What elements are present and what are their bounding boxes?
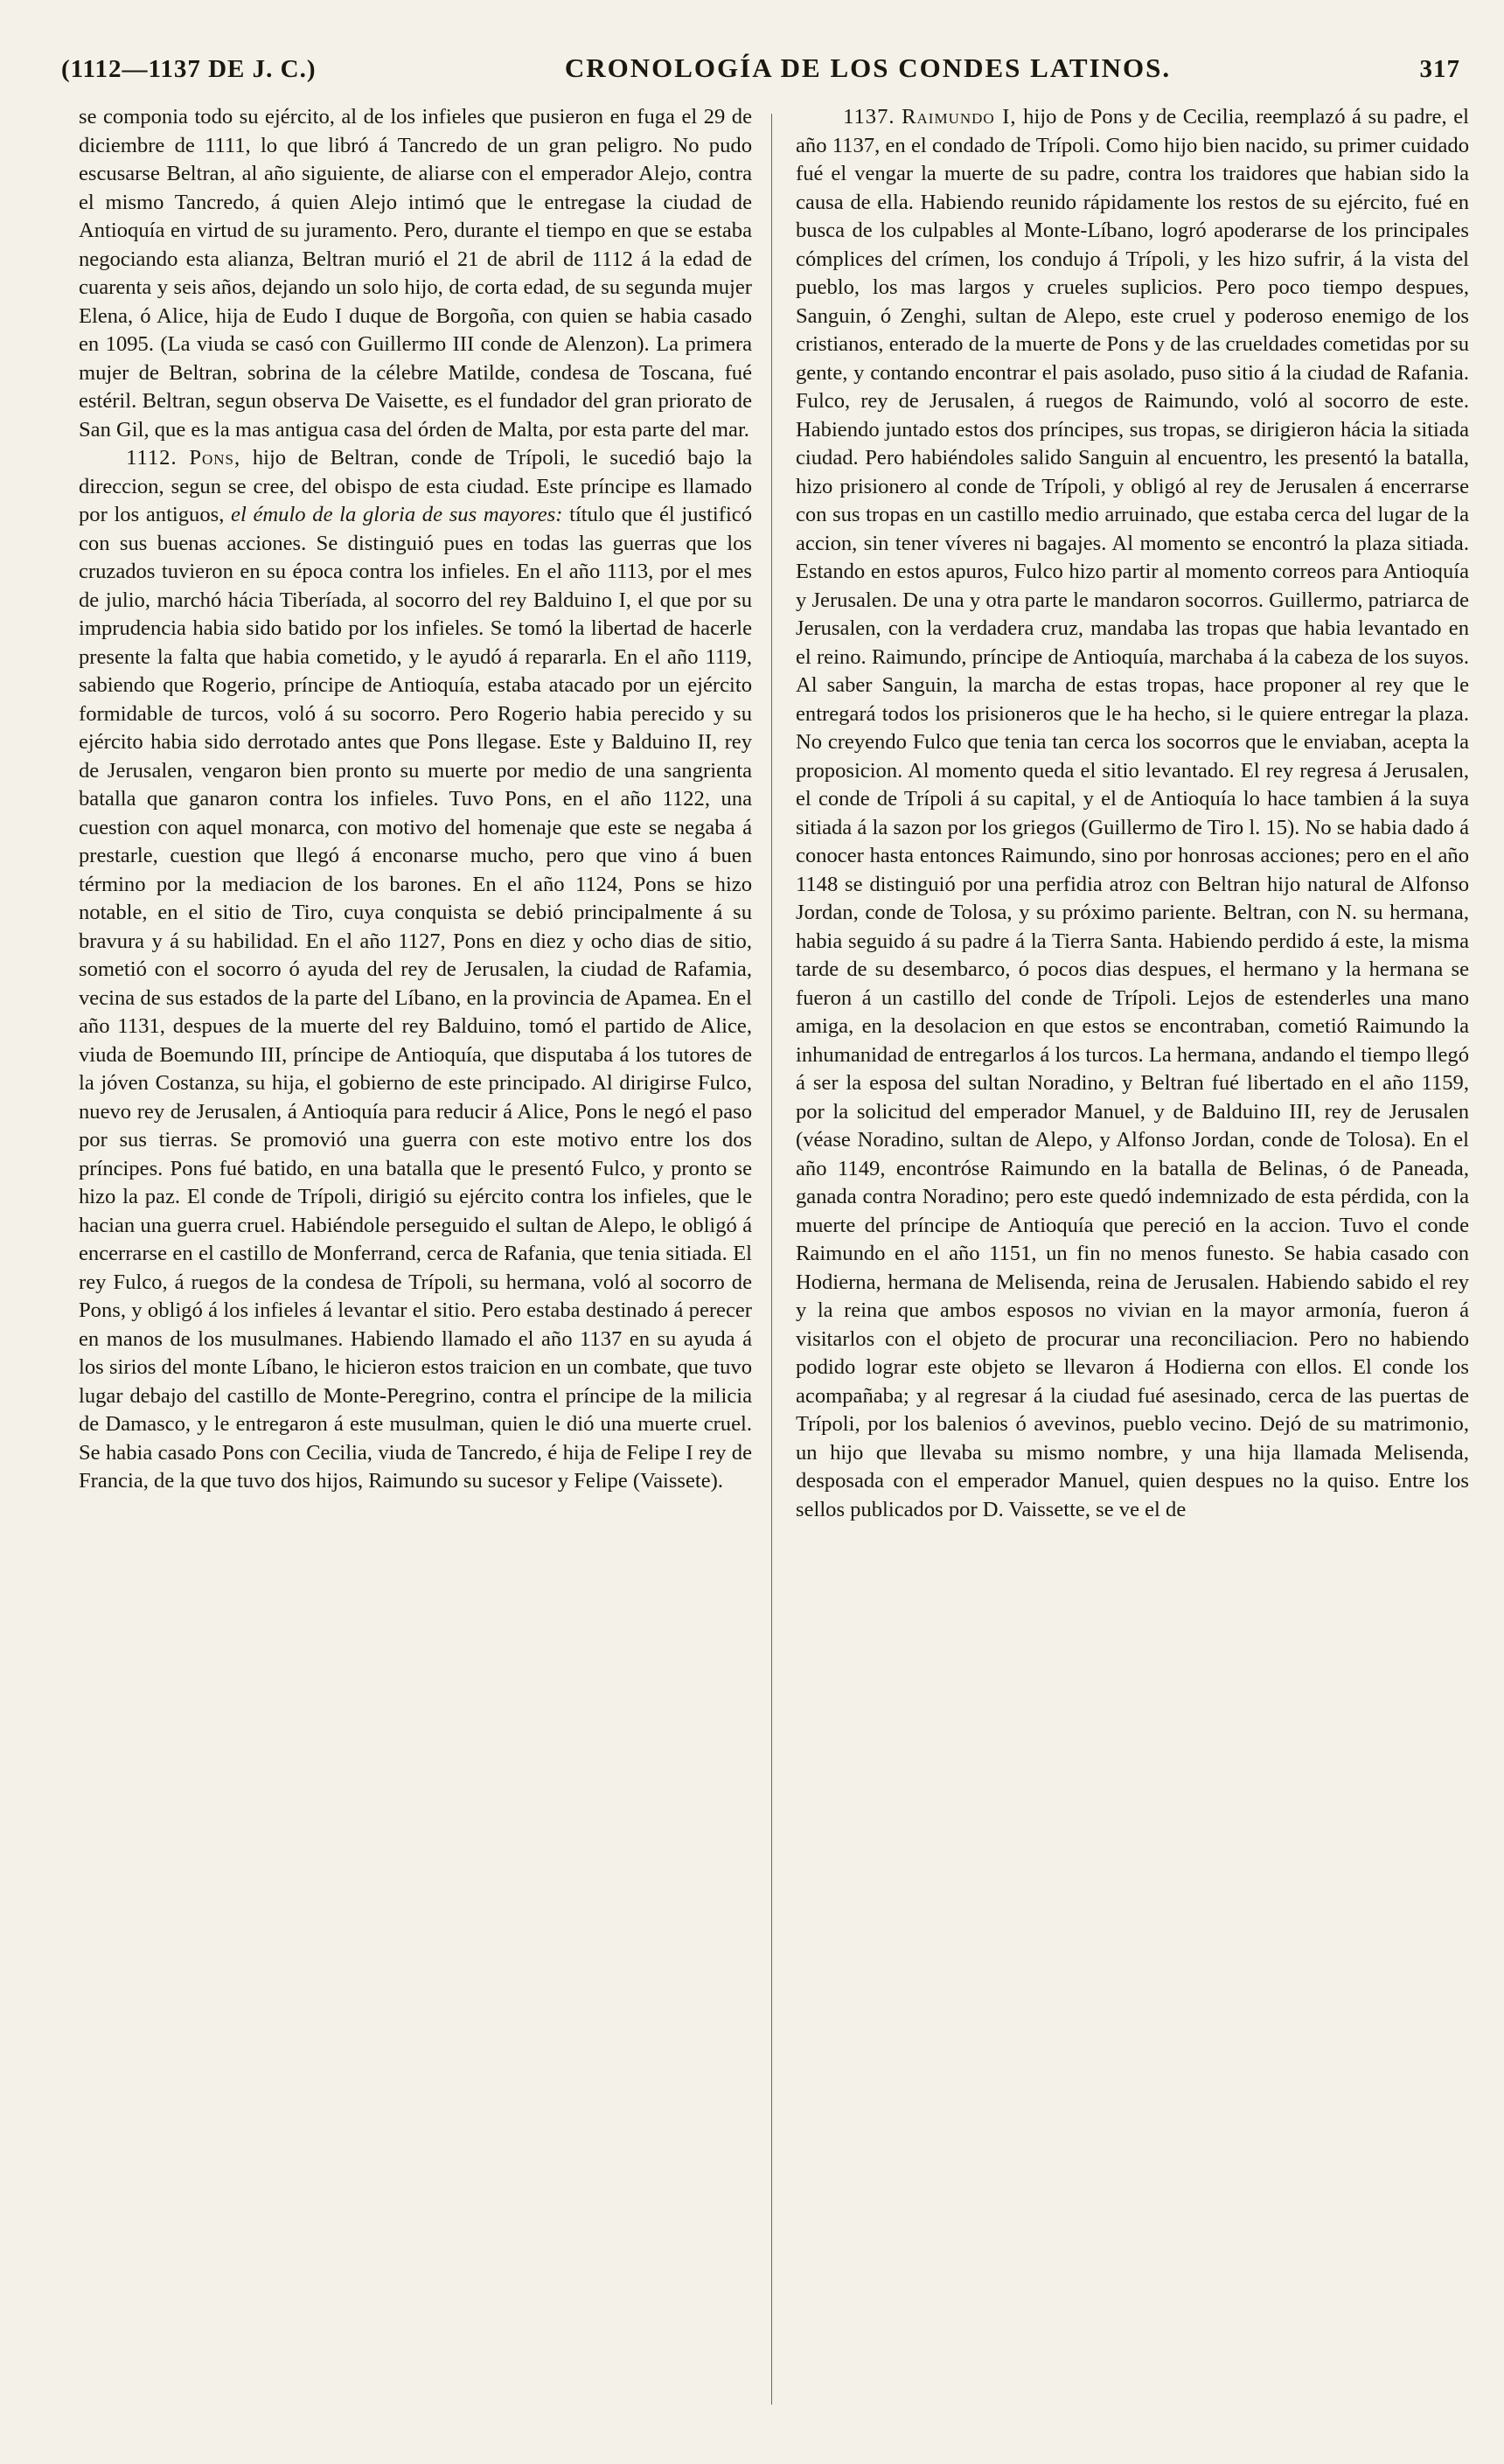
paragraph-beltran-end: se componia todo su ejército, al de los infieles que pusieron en fuga el 29 de diciembre de 1111, lo que libró á Tancredo de un gran peligro. No pudo escusarse Beltran, al año siguiente, de aliarse con el emperador Alejo, contra el mismo Tancredo, á quien Alejo intimó que le entregase la ciudad de Antioquía en virtud de su juramento. Pero, durante el tiempo en que se estaba negociando esta alianza, Beltran murió el 21 de abril de 1112 á la edad de cuarenta y seis años, dejando un solo hijo, de corta edad, de su segunda mujer Elena, ó Alice, hija de Eudo I duque de Borgoña, con quien se habia casado en 1095. (La viuda se casó con Guillermo III conde de Alenzon). La primera mujer de Beltran, sobrina de la célebre Matilde, condesa de Toscana, fué estéril. Beltran, segun observa De Vaisette, es el fundador del gran priorato de San Gil, que es la mas antigua casa del órden de Malta, por esta parte del mar. <box>79 105 752 442</box>
page-header <box>61 52 1460 101</box>
right-column <box>796 103 1469 2412</box>
paragraph-text: hijo de Pons y de Cecilia, reemplazó á su padre, el año 1137, en el condado de Trípoli. Como hijo bien nacido, su primer cuidado fué el vengar la muerte de su padre, contra los traidores que habian sido la causa de ella. Habiendo reunido rápidamente los restos de su ejército, fué en busca de los culpables al Monte-Líbano, logró apoderarse de los principales cómplices del crímen, los condujo á Trípoli, y les hizo sufrir, á la vista del pueblo, los mas largos y crueles suplicios. Pero poco tiempo despues, Sanguin, ó Zenghi, sultan de Alepo, este cruel y poderoso enemigo de los cristianos, enterado de la muerte de Pons y de las crueldades cometidas por su gente, y contando encontrar el pais asolado, puso sitio á la ciudad de Rafania. Fulco, rey de Jerusalen, á ruegos de Raimundo, voló al socorro de este. Habiendo juntado estos dos príncipes, sus tropas, se dirigieron hácia la sitiada ciudad. Pero habiéndoles salido Sanguin al encuentro, les presentó la batalla, hizo prisionero al conde de Trípoli, y obligó al rey de Jerusalen á encerrarse con sus tropas en un castillo medio arruinado, que estaba cerca del lugar de la accion, sin tener víveres ni bagajes. Al momento se encontró la plaza sitiada. Estando en estos apuros, Fulco hizo partir al momento correos para Antioquía y Jerusalen. De una y otra parte le mandaron socorros. Guillermo, patriarca de Jerusalen, con la verdadera cruz, mandaba las tropas que habia levantado en el reino. Raimundo, príncipe de Antioquía, marchaba á la cabeza de los suyos. Al saber Sanguin, la marcha de estas tropas, hace proponer al rey que le entregará todos los prisioneros que le ha hecho, si le quiere entregar la plaza. No creyendo Fulco que tenia tan cerca los socorros que le enviaban, acepta la proposicion. Al momento queda el sitio levantado. El rey regresa á Jerusalen, el conde de Trípoli á su capital, y el de Antioquía lo hace tambien á la suya sitiada á la sazon por los griegos (Guillermo de Tiro l. 15). No se habia dado á conocer hasta entonces Raimundo, sino por honrosas acciones; pero en el año 1148 se distinguió por una perfidia atroz con Beltran hijo natural de Alfonso Jordan, conde de Tolosa, y su próximo pariente. Beltran, con N. su hermana, habia seguido á su padre á la Tierra Santa. Habiendo perdido á este, la misma tarde de su desembarco, ó pocos dias despues, el hermano y la hermana se fueron á un castillo del conde de Trípoli. Lejos de estenderles una mano amiga, en la desolacion en que estos se encontraban, cometió Raimundo la inhumanidad de entregarlos á los turcos. La hermana, andando el tiempo llegó á ser la esposa del sultan Noradino, y Beltran fué libertado en el año 1159, por la solicitud del emperador Manuel, y de Balduino III, rey de Jerusalen (véase Noradino, sultan de Alepo, y Alfonso Jordan, conde de Tolosa). En el año 1149, encontróse Raimundo en la batalla de Belinas, ó de Paneada, ganada contra Noradino; pero este quedó indemnizado de esta pérdida, con la muerte del príncipe de Antioquía que pereció en la accion. Tuvo el conde Raimundo en el año 1151, un fin no menos funesto. Se habia casado con Hodierna, hermana de Melisenda, reina de Jerusalen. Habiendo sabido el rey y la reina que ambos esposos no vivian en la mayor armonía, fueron á visitarlos con el objeto de procurar una reconciliacion. Pero no habiendo podido lograr este objeto se llevaron á Hodierna con ellos. El conde los acompañaba; y al regresar á la ciudad fué asesinado, cerca de las puertas de Trípoli, por los balenios ó avevinos, pueblo vecino. Dejó de su matrimonio, un hijo que llevaba su mismo nombre, y una hija llamada Melisenda, desposada con el emperador Manuel, quien despues no la quiso. Entre los sellos publicados por D. Vaissette, se ve el de <box>796 105 1469 1521</box>
entry-name: Pons, <box>189 446 241 470</box>
page-number: 317 <box>1419 55 1460 83</box>
paragraph-raimundo <box>796 103 1469 1524</box>
paragraph-text: título que él justificó con sus buenas acciones. Se distinguió pues en todas las guerras que los cruzados tuvieron en su época contra los infieles. En el año 1113, por el mes de julio, marchó hácia Tiberíada, al socorro del rey Balduino I, el que por su imprudencia habia sido batido por los infieles. Se tomó la libertad de hacerle presente la falta que habia cometido, y le ayudó á repararla. En el año 1119, sabiendo que Rogerio, príncipe de Antioquía, estaba atacado por un ejército formidable de turcos, voló á su socorro. Pero Rogerio habia perecido y su ejército habia sido derrotado antes que Pons llegase. Este y Balduino II, rey de Jerusalen, vengaron bien pronto su muerte por medio de una sangrienta batalla que ganaron contra los infieles. Tuvo Pons, en el año 1122, una cuestion con aquel monarca, con motivo del homenaje que este se negaba á prestarle, cuestion que llegó á enconarse mucho, pero que vino á buen término por la mediacion de los barones. En el año 1124, Pons se hizo notable, en el sitio de Tiro, cuya conquista se debió principalmente á su bravura y á su habilidad. En el año 1127, Pons en diez y ocho dias de sitio, sometió con el socorro ó ayuda del rey de Jerusalen, la ciudad de Rafamia, vecina de sus estados de la parte del Líbano, en la provincia de Apamea. En el año 1131, despues de la muerte del rey Balduino, tomó el partido de Alice, viuda de Boemundo III, príncipe de Antioquía, que disputaba á los tutores de la jóven Costanza, su hija, el gobierno de este principado. Al dirigirse Fulco, nuevo rey de Jerusalen, á Antioquía para reducir á Alice, Pons le negó el paso por sus tierras. Se promovió una guerra con este motivo entre los dos príncipes. Pons fué batido, en una batalla que le presentó Fulco, y pronto se hizo la paz. El conde de Trípoli, dirigió su ejército contra los infieles, que le hacian una guerra cruel. Habiéndole perseguido el sultan de Alepo, le obligó á encerrarse en el castillo de Monferrand, cerca de Rafania, que tenia sitiada. El rey Fulco, á ruegos de la condesa de Trípoli, su hermana, voló al socorro de Pons, y obligó á los infieles á levantar el sitio. Pero estaba destinado á perecer en manos de los musulmanes. Habiendo llamado el año 1137 en su ayuda á los sirios del monte Líbano, le hicieron estos traicion en un combate, que tuvo lugar debajo del castillo de Monte-Peregrino, contra el príncipe de la milicia de Damasco, y le entregaron á este musulman, quien le dió una muerte cruel. Se habia casado Pons con Cecilia, viuda de Tancredo, é hija de Felipe I rey de Francia, de la que tuvo dos hijos, Raimundo su sucesor y Felipe (Vaissete). <box>79 503 752 1493</box>
entry-year: 1137. <box>843 105 895 129</box>
column-divider <box>771 114 772 2405</box>
left-column <box>79 103 752 2412</box>
paragraph-pons <box>79 444 752 1496</box>
entry-year: 1112. <box>126 446 178 470</box>
header-date-range: (1112—1137 DE J. C.) <box>61 55 317 83</box>
entry-name: Raimundo I, <box>902 105 1017 129</box>
paragraph-text: hijo de Beltran, conde de Trípoli, le sucedió bajo la direccion, segun se cree, del obispo de esta ciudad. Este príncipe es llamado por los antiguos, <box>79 446 752 526</box>
header-title: CRONOLOGÍA DE LOS CONDES LATINOS. <box>564 52 1172 83</box>
italic-quote: el émulo de la gloria de sus mayores: <box>231 503 563 526</box>
